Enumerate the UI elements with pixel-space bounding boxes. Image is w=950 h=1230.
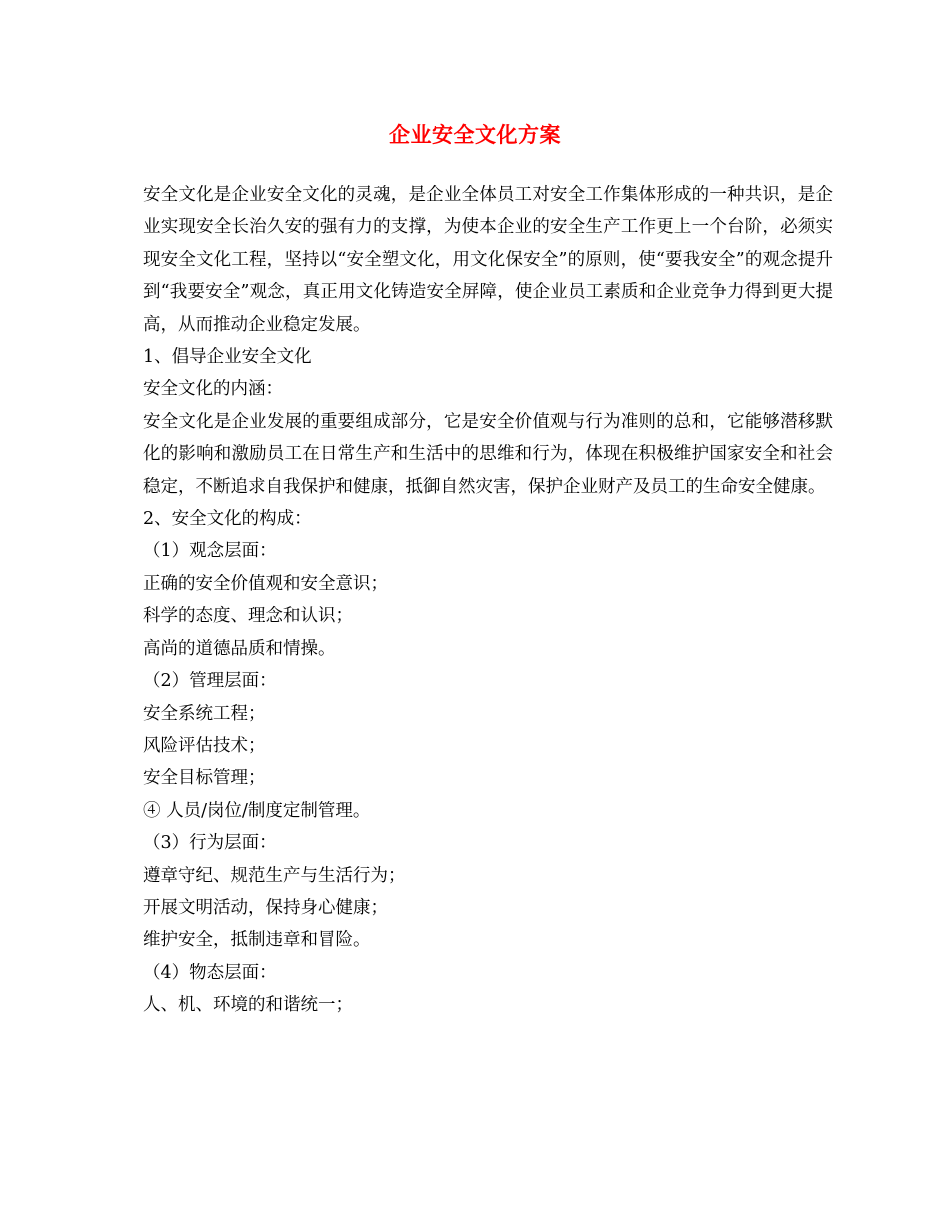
list-item: 科学的态度、理念和认识；: [143, 606, 353, 627]
list-item: 开展文明活动，保持身心健康；: [143, 897, 388, 918]
connotation-paragraph: 安全文化是企业发展的重要组成部分，它是安全价值观与行为准则的总和，它能够潜移默化的影响和激励员工在日常生产和生活中的思维和行为，体现在积极维护国家安全和社会稳定，不断追求自我保护和健康，抵御自然灾害，保护企业财产及员工的生命安全健康。: [143, 411, 833, 497]
list-item: 高尚的道德品质和情操。: [143, 638, 336, 659]
intro-paragraph: 安全文化是企业安全文化的灵魂，是企业全体员工对安全工作集体形成的一种共识，是企业实现安全长治久安的强有力的支撑，为使本企业的安全生产工作更上一个台阶，必须实现安全文化工程，坚持以“安全塑文化，用文化保安全”的原则，使“要我安全”的观念提升到“我要安全”观念，真正用文化铸造安全屏障，使企业员工素质和企业竞争力得到更大提高，从而推动企业稳定发展。: [143, 185, 833, 335]
list-item: 安全系统工程；: [143, 703, 266, 724]
document-body: [143, 179, 833, 1022]
list-item: ④ 人员/岗位/制度定制管理。: [143, 800, 371, 821]
layer2-heading: （2）管理层面：: [143, 671, 277, 692]
connotation-label: 安全文化的内涵：: [143, 379, 283, 400]
list-item: 人、机、环境的和谐统一；: [143, 995, 353, 1016]
layer4-heading: （4）物态层面：: [143, 962, 277, 983]
layer3-heading: （3）行为层面：: [143, 833, 277, 854]
list-item: 安全目标管理；: [143, 768, 266, 789]
list-item: 遵章守纪、规范生产与生活行为；: [143, 865, 406, 886]
section2-heading: 2、安全文化的构成：: [143, 509, 312, 530]
list-item: 正确的安全价值观和安全意识；: [143, 573, 388, 594]
section1-heading: 1、倡导企业安全文化: [143, 347, 312, 368]
layer1-heading: （1）观念层面：: [143, 541, 277, 562]
document-title: 企业安全文化方案: [389, 122, 561, 147]
list-item: 维护安全，抵制违章和冒险。: [143, 930, 371, 951]
list-item: 风险评估技术；: [143, 735, 266, 756]
